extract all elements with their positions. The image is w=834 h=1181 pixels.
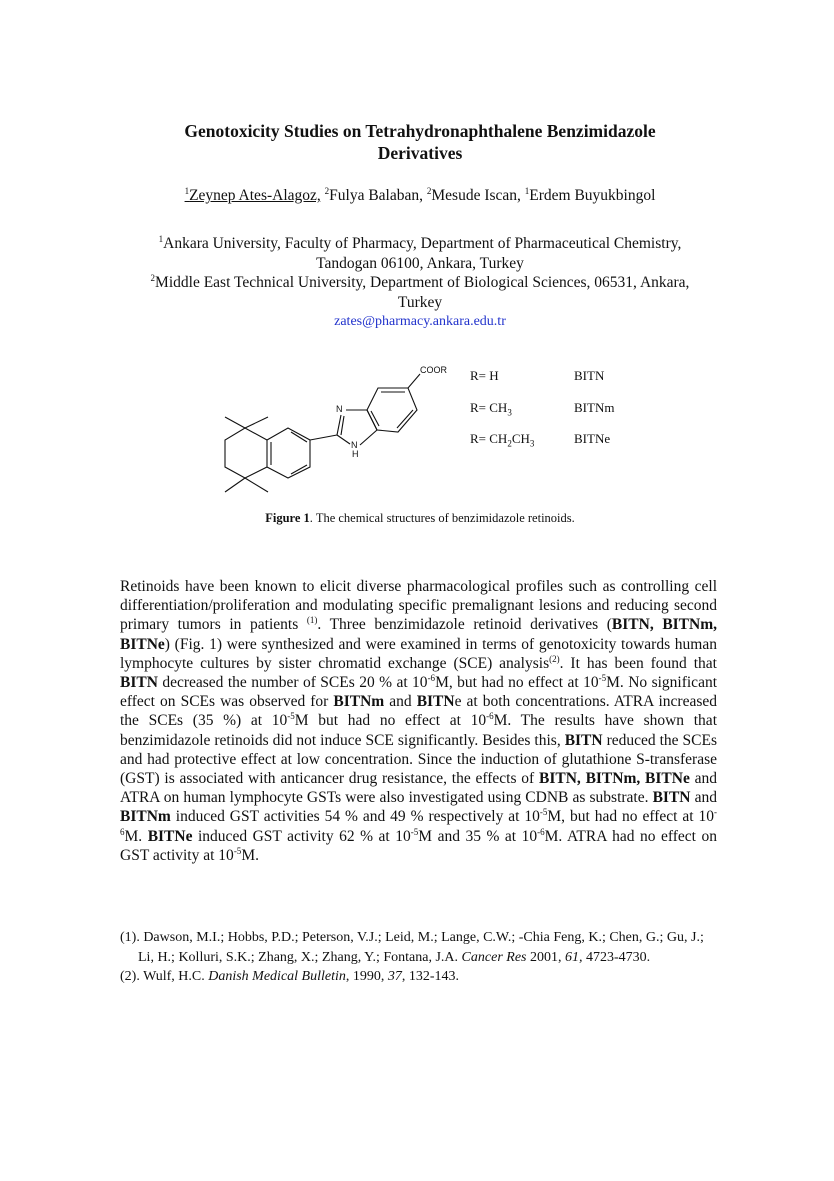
- chemical-structure-figure: [200, 360, 640, 510]
- text-run: M. No significant effect on SCEs was observed for: [120, 674, 717, 711]
- bold-compound-name: BITNm: [333, 693, 385, 711]
- author: [525, 187, 656, 204]
- bold-compound-name: BITN: [564, 731, 603, 749]
- bold-compound-name: BITN, BITNm, BITNe: [539, 770, 690, 788]
- text-run: (2). Wulf, H.C.: [120, 969, 209, 984]
- italic-text: Danish Medical Bulletin: [208, 969, 346, 984]
- superscript: -5: [233, 845, 242, 856]
- italic-text: 61,: [564, 949, 583, 965]
- affiliation-mark: 1: [184, 185, 190, 196]
- bold-compound-name: BITNe: [147, 827, 193, 845]
- compound-name-bitn: BITN: [574, 368, 605, 383]
- text-run: and: [690, 789, 717, 807]
- affiliation-mark: 2: [426, 185, 432, 196]
- subscript: 3: [507, 407, 512, 418]
- bold-compound-name: BITN: [120, 674, 158, 692]
- text-run: M but had no effect at 10: [294, 712, 487, 730]
- italic-text: 37: [387, 969, 402, 984]
- reference-item: [120, 928, 717, 967]
- text-run: M and 35 % at 10: [418, 827, 538, 845]
- r-text: R= CH: [470, 400, 508, 415]
- atom-label-nh-n: N: [351, 440, 358, 450]
- subscript: 3: [529, 438, 535, 449]
- bold-compound-name: BITN: [416, 693, 455, 711]
- reference-list: [120, 928, 717, 987]
- text-run: reduced the SCEs and had protective effect at low concentration. Since the induction of glutathione S-transferase (GST) is associated with anticancer drug resistance, the effects of: [120, 731, 717, 788]
- text-run: induced GST activity 62 % at 10: [192, 827, 411, 845]
- affiliation-line: Tandogan 06100, Ankara, Turkey: [316, 254, 524, 272]
- superscript: -6: [537, 826, 545, 837]
- r-text: CH: [511, 431, 530, 446]
- text-run: . Three benzimidazole retinoid derivatives (: [317, 616, 612, 634]
- superscript: -5: [287, 711, 295, 722]
- author: [185, 187, 321, 204]
- text-run: M, but had no effect at 10: [547, 808, 714, 826]
- bold-compound-name: BITN: [652, 789, 691, 807]
- text-run: e at both concentrations. ATRA increased the SCEs (35 %) at 10: [120, 693, 717, 730]
- r-group-ethyl: [470, 431, 534, 447]
- italic-text: Cancer Res: [461, 949, 527, 965]
- text-run: M, but had no effect at 10: [435, 674, 599, 692]
- superscript: (1): [306, 615, 318, 626]
- title-line: Derivatives: [377, 143, 463, 163]
- text-run: 2001,: [526, 949, 565, 965]
- author-name: Fulya Balaban,: [329, 187, 423, 204]
- affiliation: [110, 234, 730, 254]
- text-run: , 1990,: [345, 969, 388, 984]
- affiliation-line: Ankara University, Faculty of Pharmacy, Department of Pharmaceutical Chemistry,: [163, 235, 682, 252]
- bold-compound-name: BITNm: [120, 808, 171, 826]
- text-run: M. The results have shown that benzimidazole retinoids did not induce SCE significantly. Besides this,: [120, 712, 717, 749]
- text-run: (1). Dawson, M.I.; Hobbs, P.D.; Peterson, V.J.; Leid, M.; Lange, C.W.; -Chia Feng, K.; Chen, G.; Gu, J.; Li, H.; Kolluri, S.K.; Zhang, X.; Zhang, Y.; Fontana, J.A.: [120, 930, 704, 965]
- superscript: -5: [539, 807, 548, 818]
- text-run: and ATRA on human lymphocyte GSTs were also investigated using CDNB as substrate.: [120, 770, 717, 807]
- affiliation: [110, 273, 730, 293]
- text-run: induced GST activities 54 % and 49 % respectively at 10: [170, 808, 540, 826]
- affiliations: [110, 234, 730, 312]
- superscript: -6: [486, 711, 494, 722]
- figure-caption: [110, 511, 730, 526]
- atom-label-coor: COOR: [420, 365, 447, 375]
- text-run: Retinoids have been known to elicit diverse pharmacological profiles such as controlling cell differentiation/proliferation and modulating specific premalignant lesions and reducing second primary tumors in patients: [120, 578, 717, 634]
- affiliation-mark: 2: [150, 272, 156, 283]
- affiliation-mark: 2: [324, 185, 330, 196]
- r-text: R= CH: [470, 431, 508, 446]
- r-group-methyl: [470, 400, 512, 416]
- r-group-h: R= H: [470, 368, 499, 383]
- atom-label-nh-h: H: [352, 449, 359, 459]
- caption-label: Figure 1: [265, 511, 310, 525]
- author: [427, 187, 521, 204]
- compound-name-bitnm: BITNm: [574, 400, 615, 415]
- text-run: M.: [241, 846, 259, 864]
- paper-title: [110, 120, 730, 164]
- text-run: , 132-143.: [401, 969, 460, 984]
- text-run: . It has been found that: [559, 654, 717, 672]
- atom-label-n: N: [336, 404, 343, 414]
- reference-item: [120, 967, 717, 987]
- text-run: 4723-4730.: [582, 949, 651, 965]
- caption-text: . The chemical structures of benzimidazole retinoids.: [309, 511, 575, 525]
- superscript: -5: [598, 672, 607, 683]
- author-name: Zeynep Ates-Alagoz,: [189, 187, 321, 204]
- bold-compound-name: BITN, BITNm, BITNe: [120, 616, 718, 653]
- author-list: [110, 187, 730, 205]
- text-run: M. ATRA had no effect on GST activity at 10: [120, 827, 718, 864]
- superscript: -5: [410, 826, 419, 837]
- affiliation-line: Middle East Technical University, Department of Biological Sciences, 06531, Ankara,: [155, 274, 690, 291]
- author-name: Erdem Buyukbingol: [529, 187, 656, 204]
- email-link[interactable]: zates@pharmacy.ankara.edu.tr: [334, 314, 506, 329]
- text-run: and: [384, 693, 417, 711]
- author: [325, 187, 423, 204]
- text-run: M.: [124, 827, 148, 845]
- title-line: Genotoxicity Studies on Tetrahydronaphthalene Benzimidazole: [184, 121, 656, 141]
- subscript: 2: [507, 438, 512, 449]
- text-run: decreased the number of SCEs 20 % at 10: [157, 674, 428, 692]
- author-name: Mesude Iscan,: [431, 187, 521, 204]
- affiliation-mark: 1: [524, 185, 530, 196]
- affiliation-line: Turkey: [397, 293, 443, 311]
- abstract-paragraph: [120, 577, 717, 865]
- affiliation-mark: 1: [158, 233, 164, 244]
- superscript: -6: [120, 807, 717, 837]
- superscript: (2): [549, 653, 560, 664]
- text-run: ) (Fig. 1) were synthesized and were examined in terms of genotoxicity towards human lymphocyte cultures by sister chromatid exchange (SCE) analysis: [120, 635, 717, 672]
- compound-name-bitne: BITNe: [574, 431, 611, 446]
- superscript: -6: [427, 672, 436, 683]
